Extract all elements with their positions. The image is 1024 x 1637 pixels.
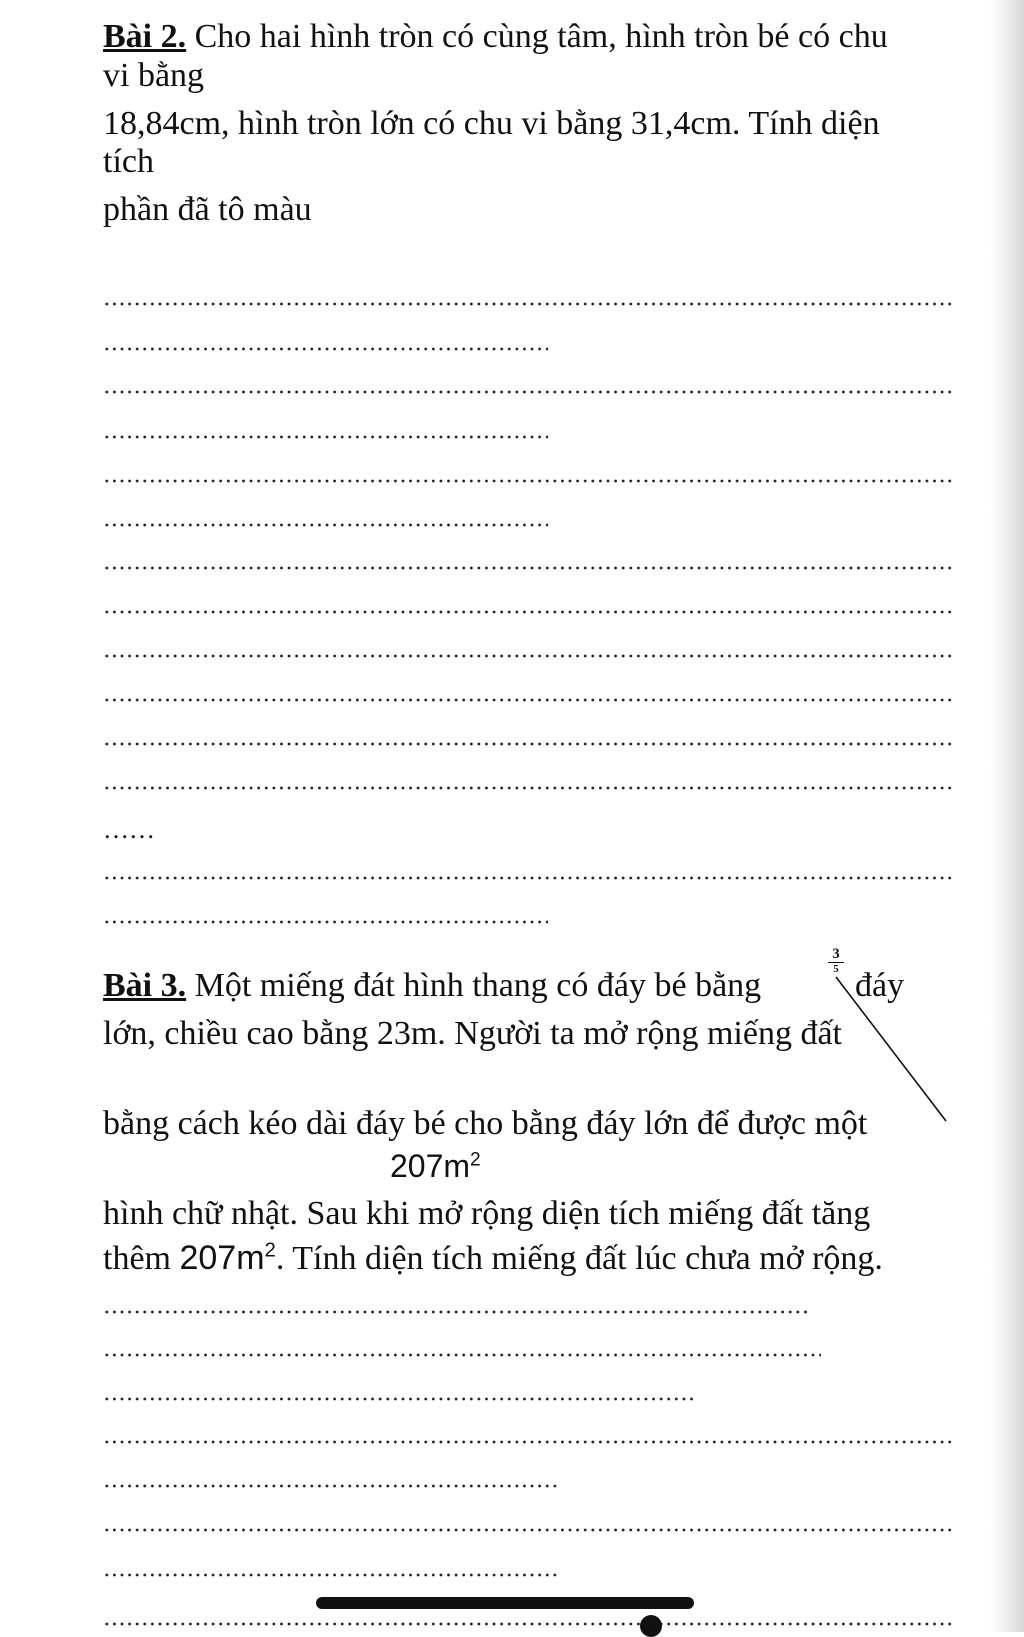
- bai2-line-4: tích: [103, 143, 154, 180]
- scroll-dot: [640, 1615, 662, 1637]
- answer-line[interactable]: [103, 1622, 953, 1626]
- bai3-line-4: hình chữ nhật. Sau khi mở rộng diện tích miếng đất tăng: [103, 1195, 871, 1232]
- bai3-label: Bài 3.: [103, 967, 187, 1004]
- bai3-line-5: thêm $207m^2$. Tính diện tích miếng đất lúc chưa mở rộng.: [103, 1239, 883, 1277]
- answer-line[interactable]: [103, 1353, 821, 1357]
- bai3-line-1-end: đáy: [855, 967, 905, 1004]
- bai3-line-3: bằng cách kéo dài đáy bé cho bằng đáy lớn để được một: [103, 1105, 868, 1142]
- formula-207m2: $207m^2$: [390, 1148, 481, 1184]
- bai3-line-1: Bài 3. Một miếng đát hình thang có đáy bé bằng: [103, 967, 762, 1004]
- answer-line[interactable]: [103, 1573, 558, 1577]
- short-dots: ……: [103, 815, 155, 844]
- answer-line[interactable]: [103, 1397, 693, 1401]
- bai2-line-5: phần đã tô màu: [103, 191, 312, 228]
- home-indicator-bar[interactable]: [316, 1597, 694, 1609]
- bai2-line-1: Bài 2. Cho hai hình tròn có cùng tâm, hình tròn bé có chu: [103, 18, 888, 55]
- bai2-label: Bài 2.: [103, 18, 187, 55]
- answer-line[interactable]: [103, 1440, 953, 1444]
- answer-line[interactable]: [103, 1310, 808, 1314]
- answer-line[interactable]: [103, 1528, 953, 1532]
- bai2-line-2: vi bằng: [103, 57, 205, 94]
- bai3-line-2: lớn, chiều cao bằng 23m. Người ta mở rộng miếng đất: [103, 1015, 842, 1052]
- answer-line[interactable]: [103, 1484, 558, 1488]
- diagonal-line: [836, 977, 946, 1121]
- bai2-line-3: 18,84cm, hình tròn lớn có chu vi bằng 31,4cm. Tính diện: [103, 105, 880, 142]
- fraction-three-fifths: 3 5: [828, 946, 844, 975]
